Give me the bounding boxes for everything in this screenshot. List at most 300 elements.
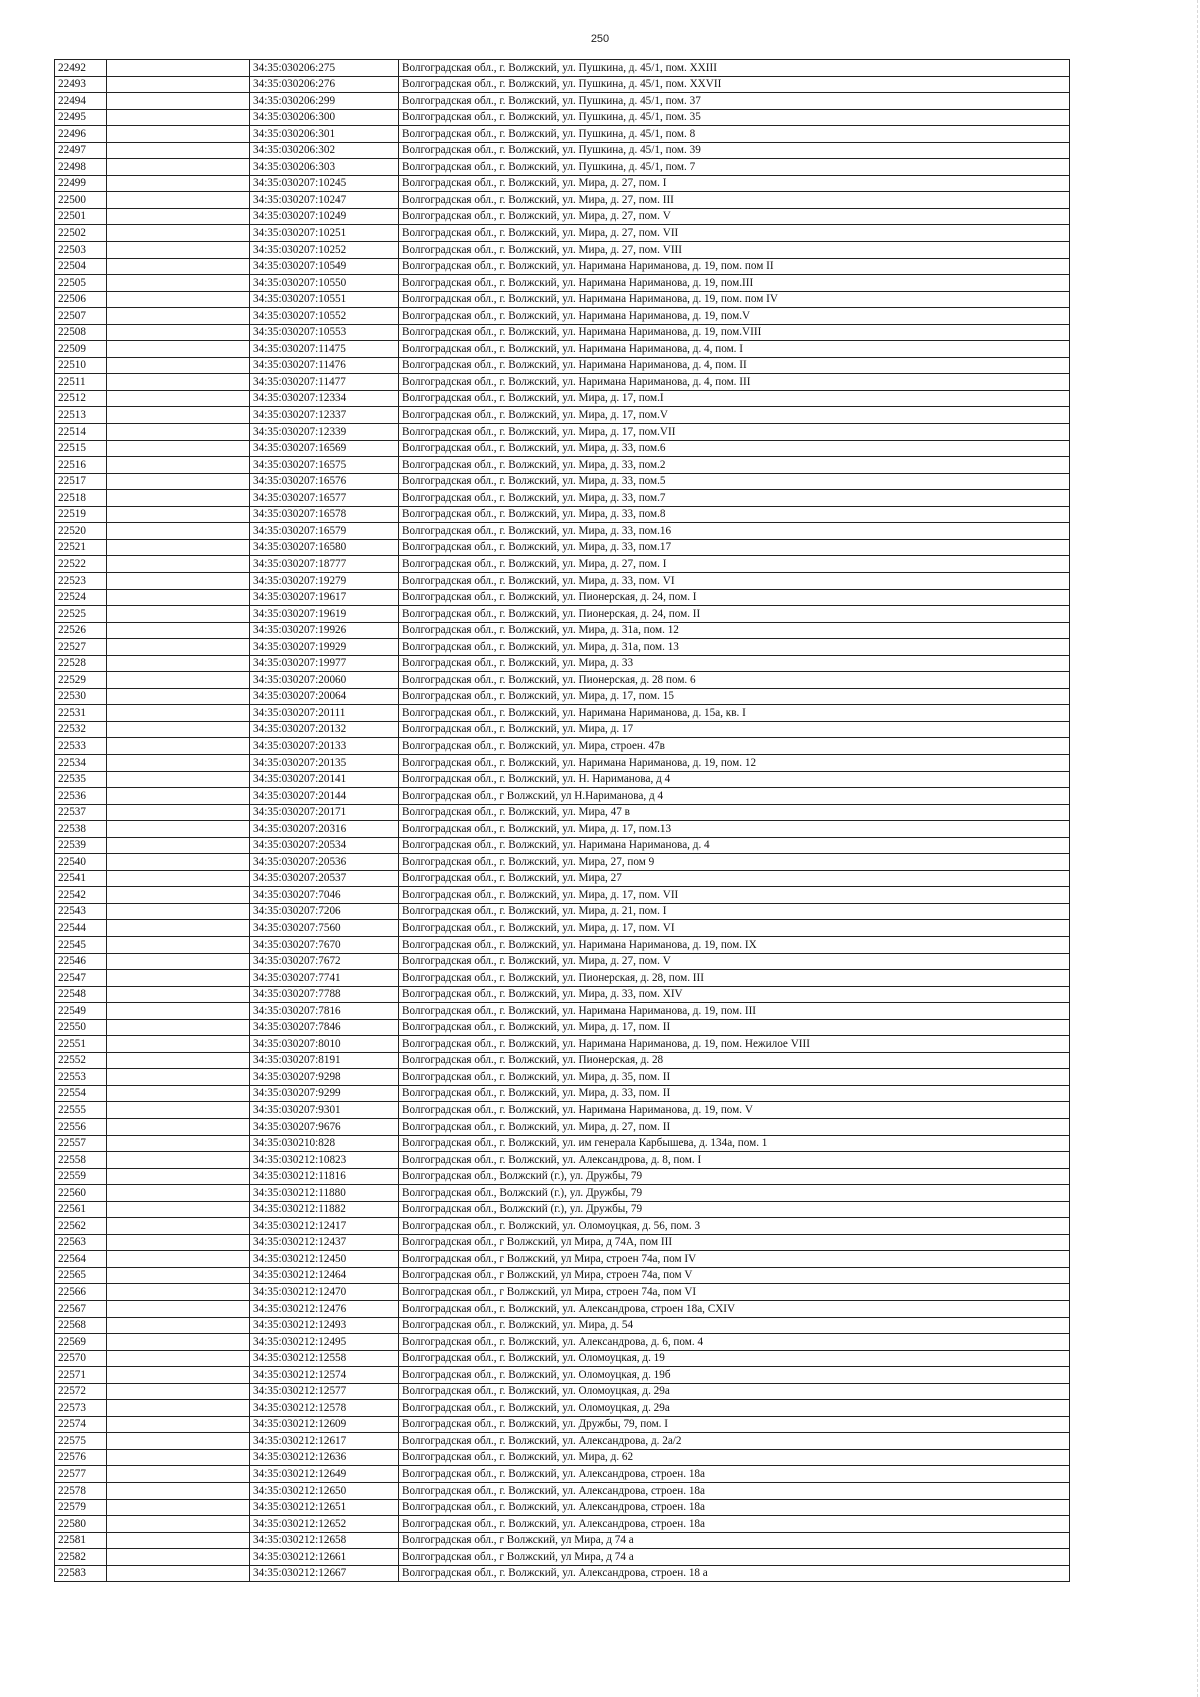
cadastral-number-cell: 34:35:030207:9676 <box>250 1119 399 1136</box>
cadastral-number-cell: 34:35:030207:12337 <box>250 407 399 424</box>
row-number-cell: 22563 <box>55 1234 107 1251</box>
cadastral-number-cell: 34:35:030212:12417 <box>250 1218 399 1235</box>
row-number-cell: 22519 <box>55 506 107 523</box>
table-row <box>55 225 1070 242</box>
row-number-cell: 22502 <box>55 225 107 242</box>
cadastral-number-cell: 34:35:030212:12652 <box>250 1516 399 1533</box>
empty-cell <box>107 1317 250 1334</box>
row-number-cell: 22513 <box>55 407 107 424</box>
cadastral-number-cell: 34:35:030212:12493 <box>250 1317 399 1334</box>
row-number-cell: 22514 <box>55 424 107 441</box>
table-row <box>55 1284 1070 1301</box>
table-row <box>55 738 1070 755</box>
address-cell: Волгоградская обл., г. Волжский, ул. Александрова, строен. 18 а <box>399 1565 1070 1582</box>
address-cell: Волгоградская обл., г. Волжский, ул. Мира, д. 33, пом. VI <box>399 572 1070 589</box>
empty-cell <box>107 291 250 308</box>
row-number-cell: 22518 <box>55 490 107 507</box>
address-cell: Волгоградская обл., г. Волжский, ул. Александрова, д. 2а/2 <box>399 1433 1070 1450</box>
empty-cell <box>107 589 250 606</box>
row-number-cell: 22496 <box>55 126 107 143</box>
row-number-cell: 22508 <box>55 324 107 341</box>
empty-cell <box>107 1267 250 1284</box>
address-cell: Волгоградская обл., г. Волжский, ул. Александрова, строен. 18а <box>399 1499 1070 1516</box>
row-number-cell: 22583 <box>55 1565 107 1582</box>
empty-cell <box>107 225 250 242</box>
empty-cell <box>107 854 250 871</box>
empty-cell <box>107 688 250 705</box>
empty-cell <box>107 1350 250 1367</box>
cadastral-number-cell: 34:35:030212:12636 <box>250 1449 399 1466</box>
empty-cell <box>107 159 250 176</box>
table-row <box>55 887 1070 904</box>
empty-cell <box>107 1416 250 1433</box>
empty-cell <box>107 523 250 540</box>
address-cell: Волгоградская обл., г Волжский, ул Н.Нариманова, д 4 <box>399 788 1070 805</box>
row-number-cell: 22511 <box>55 374 107 391</box>
cadastral-number-cell: 34:35:030207:7206 <box>250 903 399 920</box>
empty-cell <box>107 639 250 656</box>
cadastral-number-cell: 34:35:030207:16577 <box>250 490 399 507</box>
table-row <box>55 1400 1070 1417</box>
row-number-cell: 22562 <box>55 1218 107 1235</box>
row-number-cell: 22538 <box>55 821 107 838</box>
table-row <box>55 357 1070 374</box>
address-cell: Волгоградская обл., г. Волжский, ул. Мира, д. 31а, пом. 13 <box>399 639 1070 656</box>
table-row <box>55 1036 1070 1053</box>
address-cell: Волгоградская обл., г. Волжский, ул. Пионерская, д. 24, пом. I <box>399 589 1070 606</box>
address-cell: Волгоградская обл., г. Волжский, ул. Мира, д. 27, пом. V <box>399 208 1070 225</box>
row-number-cell: 22493 <box>55 76 107 93</box>
table-row <box>55 1201 1070 1218</box>
table-row <box>55 936 1070 953</box>
table-row <box>55 60 1070 77</box>
row-number-cell: 22576 <box>55 1449 107 1466</box>
address-cell: Волгоградская обл., г. Волжский, ул. Пушкина, д. 45/1, пом. 37 <box>399 93 1070 110</box>
table-row <box>55 1069 1070 1086</box>
address-cell: Волгоградская обл., г. Волжский, ул. Пушкина, д. 45/1, пом. XXVII <box>399 76 1070 93</box>
row-number-cell: 22501 <box>55 208 107 225</box>
address-cell: Волгоградская обл., г. Волжский, ул. Мира, д. 27, пом. II <box>399 1119 1070 1136</box>
address-cell: Волгоградская обл., г. Волжский, ул. Александрова, строен 18а, CXIV <box>399 1301 1070 1318</box>
row-number-cell: 22507 <box>55 308 107 325</box>
cadastral-number-cell: 34:35:030207:7741 <box>250 970 399 987</box>
table-row <box>55 242 1070 259</box>
cadastral-number-cell: 34:35:030210:828 <box>250 1135 399 1152</box>
empty-cell <box>107 1119 250 1136</box>
row-number-cell: 22509 <box>55 341 107 358</box>
cadastral-number-cell: 34:35:030207:11476 <box>250 357 399 374</box>
address-cell: Волгоградская обл., г Волжский, ул Мира, д 74 а <box>399 1532 1070 1549</box>
row-number-cell: 22535 <box>55 771 107 788</box>
row-number-cell: 22551 <box>55 1036 107 1053</box>
table-row <box>55 821 1070 838</box>
cadastral-number-cell: 34:35:030212:11880 <box>250 1185 399 1202</box>
row-number-cell: 22566 <box>55 1284 107 1301</box>
cadastral-number-cell: 34:35:030207:10552 <box>250 308 399 325</box>
empty-cell <box>107 1433 250 1450</box>
row-number-cell: 22579 <box>55 1499 107 1516</box>
empty-cell <box>107 622 250 639</box>
address-cell: Волгоградская обл., г. Волжский, ул. Наримана Нариманова, д. 19, пом. V <box>399 1102 1070 1119</box>
table-row <box>55 1433 1070 1450</box>
table-row <box>55 854 1070 871</box>
table-row <box>55 1234 1070 1251</box>
empty-cell <box>107 837 250 854</box>
cadastral-number-cell: 34:35:030207:9299 <box>250 1085 399 1102</box>
row-number-cell: 22581 <box>55 1532 107 1549</box>
cadastral-number-cell: 34:35:030207:16569 <box>250 440 399 457</box>
scan-edge-line <box>1196 0 1198 1697</box>
empty-cell <box>107 970 250 987</box>
row-number-cell: 22574 <box>55 1416 107 1433</box>
address-cell: Волгоградская обл., г. Волжский, ул. Оломоуцкая, д. 19 <box>399 1350 1070 1367</box>
cadastral-number-cell: 34:35:030207:19619 <box>250 606 399 623</box>
empty-cell <box>107 539 250 556</box>
row-number-cell: 22552 <box>55 1052 107 1069</box>
empty-cell <box>107 655 250 672</box>
table-row <box>55 308 1070 325</box>
table-row <box>55 804 1070 821</box>
empty-cell <box>107 374 250 391</box>
address-cell: Волгоградская обл., г. Волжский, ул. Пионерская, д. 28 <box>399 1052 1070 1069</box>
cadastral-number-cell: 34:35:030207:12334 <box>250 390 399 407</box>
empty-cell <box>107 126 250 143</box>
cadastral-number-cell: 34:35:030207:10549 <box>250 258 399 275</box>
row-number-cell: 22527 <box>55 639 107 656</box>
row-number-cell: 22512 <box>55 390 107 407</box>
empty-cell <box>107 341 250 358</box>
empty-cell <box>107 1052 250 1069</box>
cadastral-number-cell: 34:35:030207:8191 <box>250 1052 399 1069</box>
empty-cell <box>107 76 250 93</box>
cadastral-number-cell: 34:35:030212:10823 <box>250 1152 399 1169</box>
empty-cell <box>107 1499 250 1516</box>
address-cell: Волгоградская обл., г. Волжский, ул. Александрова, строен. 18а <box>399 1466 1070 1483</box>
cadastral-number-cell: 34:35:030207:20141 <box>250 771 399 788</box>
table-row <box>55 126 1070 143</box>
empty-cell <box>107 424 250 441</box>
table-row <box>55 1251 1070 1268</box>
row-number-cell: 22540 <box>55 854 107 871</box>
empty-cell <box>107 1466 250 1483</box>
address-cell: Волгоградская обл., г. Волжский, ул. Мира, д. 33, пом.16 <box>399 523 1070 540</box>
empty-cell <box>107 357 250 374</box>
table-row <box>55 639 1070 656</box>
address-cell: Волгоградская обл., г. Волжский, ул. Наримана Нариманова, д. 19, пом.VIII <box>399 324 1070 341</box>
empty-cell <box>107 192 250 209</box>
table-row <box>55 1565 1070 1582</box>
address-cell: Волгоградская обл., Волжский (г.), ул. Дружбы, 79 <box>399 1201 1070 1218</box>
address-cell: Волгоградская обл., г. Волжский, ул. Наримана Нариманова, д. 19, пом.V <box>399 308 1070 325</box>
row-number-cell: 22572 <box>55 1383 107 1400</box>
cadastral-number-cell: 34:35:030212:12658 <box>250 1532 399 1549</box>
empty-cell <box>107 1003 250 1020</box>
table-row <box>55 903 1070 920</box>
cadastral-number-cell: 34:35:030207:20316 <box>250 821 399 838</box>
address-cell: Волгоградская обл., г. Волжский, ул. Мира, д. 27, пом. III <box>399 192 1070 209</box>
cadastral-number-cell: 34:35:030207:11477 <box>250 374 399 391</box>
address-cell: Волгоградская обл., г. Волжский, ул. Мира, д. 27, пом. VII <box>399 225 1070 242</box>
address-cell: Волгоградская обл., г. Волжский, ул. Наримана Нариманова, д. 19, пом. пом IV <box>399 291 1070 308</box>
empty-cell <box>107 1152 250 1169</box>
address-cell: Волгоградская обл., г. Волжский, ул. Мира, д. 62 <box>399 1449 1070 1466</box>
address-cell: Волгоградская обл., г. Волжский, ул. Н. Нариманова, д 4 <box>399 771 1070 788</box>
address-cell: Волгоградская обл., г. Волжский, ул. Пионерская, д. 28, пом. III <box>399 970 1070 987</box>
table-row <box>55 589 1070 606</box>
empty-cell <box>107 1234 250 1251</box>
empty-cell <box>107 1532 250 1549</box>
cadastral-number-cell: 34:35:030207:20132 <box>250 721 399 738</box>
address-cell: Волгоградская обл., г. Волжский, ул. Мира, д. 27, пом. V <box>399 953 1070 970</box>
row-number-cell: 22544 <box>55 920 107 937</box>
empty-cell <box>107 920 250 937</box>
cadastral-number-cell: 34:35:030212:12617 <box>250 1433 399 1450</box>
table-row <box>55 175 1070 192</box>
table-row <box>55 275 1070 292</box>
row-number-cell: 22559 <box>55 1168 107 1185</box>
cadastral-number-cell: 34:35:030206:303 <box>250 159 399 176</box>
cadastral-number-cell: 34:35:030207:19977 <box>250 655 399 672</box>
cadastral-number-cell: 34:35:030207:16576 <box>250 473 399 490</box>
table-row <box>55 970 1070 987</box>
table-row <box>55 1499 1070 1516</box>
row-number-cell: 22567 <box>55 1301 107 1318</box>
cadastral-number-cell: 34:35:030207:16579 <box>250 523 399 540</box>
table-row <box>55 986 1070 1003</box>
cadastral-number-cell: 34:35:030206:301 <box>250 126 399 143</box>
table-row <box>55 291 1070 308</box>
address-cell: Волгоградская обл., г. Волжский, ул. Мира, д. 33, пом.7 <box>399 490 1070 507</box>
row-number-cell: 22571 <box>55 1367 107 1384</box>
address-cell: Волгоградская обл., г. Волжский, ул. Мира, 47 в <box>399 804 1070 821</box>
cadastral-number-cell: 34:35:030207:7672 <box>250 953 399 970</box>
table-row <box>55 192 1070 209</box>
table-row <box>55 1383 1070 1400</box>
row-number-cell: 22575 <box>55 1433 107 1450</box>
empty-cell <box>107 903 250 920</box>
address-cell: Волгоградская обл., г. Волжский, ул. Пушкина, д. 45/1, пом. 7 <box>399 159 1070 176</box>
empty-cell <box>107 93 250 110</box>
row-number-cell: 22582 <box>55 1549 107 1566</box>
empty-cell <box>107 1069 250 1086</box>
address-cell: Волгоградская обл., Волжский (г.), ул. Дружбы, 79 <box>399 1168 1070 1185</box>
empty-cell <box>107 407 250 424</box>
empty-cell <box>107 556 250 573</box>
table-row <box>55 672 1070 689</box>
empty-cell <box>107 242 250 259</box>
address-cell: Волгоградская обл., г. Волжский, ул. Пушкина, д. 45/1, пом. XXIII <box>399 60 1070 77</box>
row-number-cell: 22570 <box>55 1350 107 1367</box>
empty-cell <box>107 175 250 192</box>
empty-cell <box>107 754 250 771</box>
address-cell: Волгоградская обл., г. Волжский, ул. Мира, 27 <box>399 870 1070 887</box>
table-row <box>55 1218 1070 1235</box>
cadastral-number-cell: 34:35:030207:20133 <box>250 738 399 755</box>
empty-cell <box>107 1483 250 1500</box>
empty-cell <box>107 738 250 755</box>
address-cell: Волгоградская обл., г. Волжский, ул. Мира, д. 17 <box>399 721 1070 738</box>
table-row <box>55 1317 1070 1334</box>
cadastral-number-cell: 34:35:030207:16580 <box>250 539 399 556</box>
empty-cell <box>107 60 250 77</box>
address-cell: Волгоградская обл., г. Волжский, ул. Мира, д. 33, пом.2 <box>399 457 1070 474</box>
address-cell: Волгоградская обл., г. Волжский, ул. им генерала Карбышева, д. 134а, пом. 1 <box>399 1135 1070 1152</box>
table-row <box>55 506 1070 523</box>
cadastral-number-cell: 34:35:030207:20534 <box>250 837 399 854</box>
row-number-cell: 22553 <box>55 1069 107 1086</box>
empty-cell <box>107 705 250 722</box>
address-cell: Волгоградская обл., г. Волжский, ул. Дружбы, 79, пом. I <box>399 1416 1070 1433</box>
empty-cell <box>107 258 250 275</box>
address-cell: Волгоградская обл., г. Волжский, ул. Александрова, д. 6, пом. 4 <box>399 1334 1070 1351</box>
address-cell: Волгоградская обл., г. Волжский, ул. Мира, д. 17, пом. II <box>399 1019 1070 1036</box>
table-row <box>55 109 1070 126</box>
row-number-cell: 22543 <box>55 903 107 920</box>
address-cell: Волгоградская обл., г. Волжский, ул. Мира, д. 33, пом.6 <box>399 440 1070 457</box>
table-row <box>55 953 1070 970</box>
address-cell: Волгоградская обл., г. Волжский, ул. Мира, д. 35, пом. II <box>399 1069 1070 1086</box>
table-row <box>55 208 1070 225</box>
table-row <box>55 142 1070 159</box>
empty-cell <box>107 1201 250 1218</box>
row-number-cell: 22558 <box>55 1152 107 1169</box>
cadastral-number-cell: 34:35:030207:10551 <box>250 291 399 308</box>
cadastral-number-cell: 34:35:030212:12651 <box>250 1499 399 1516</box>
address-cell: Волгоградская обл., г. Волжский, ул. Наримана Нариманова, д. 19, пом. 12 <box>399 754 1070 771</box>
address-cell: Волгоградская обл., г. Волжский, ул. Пионерская, д. 28 пом. 6 <box>399 672 1070 689</box>
row-number-cell: 22516 <box>55 457 107 474</box>
empty-cell <box>107 1549 250 1566</box>
page-number: 250 <box>590 33 610 45</box>
cadastral-number-cell: 34:35:030212:12667 <box>250 1565 399 1582</box>
address-cell: Волгоградская обл., г. Волжский, ул. Пушкина, д. 45/1, пом. 39 <box>399 142 1070 159</box>
empty-cell <box>107 821 250 838</box>
address-cell: Волгоградская обл., г. Волжский, ул. Мира, 27, пом 9 <box>399 854 1070 871</box>
row-number-cell: 22520 <box>55 523 107 540</box>
empty-cell <box>107 1168 250 1185</box>
table-row <box>55 1367 1070 1384</box>
row-number-cell: 22528 <box>55 655 107 672</box>
table-row <box>55 1168 1070 1185</box>
empty-cell <box>107 506 250 523</box>
row-number-cell: 22550 <box>55 1019 107 1036</box>
cadastral-number-cell: 34:35:030207:10245 <box>250 175 399 192</box>
address-cell: Волгоградская обл., г. Волжский, ул. Пушкина, д. 45/1, пом. 8 <box>399 126 1070 143</box>
address-cell: Волгоградская обл., г. Волжский, ул. Пушкина, д. 45/1, пом. 35 <box>399 109 1070 126</box>
row-number-cell: 22537 <box>55 804 107 821</box>
address-cell: Волгоградская обл., г. Волжский, ул. Пионерская, д. 24, пом. II <box>399 606 1070 623</box>
empty-cell <box>107 1102 250 1119</box>
empty-cell <box>107 953 250 970</box>
table-row <box>55 523 1070 540</box>
address-cell: Волгоградская обл., г. Волжский, ул. Оломоуцкая, д. 56, пом. 3 <box>399 1218 1070 1235</box>
cadastral-number-cell: 34:35:030207:7046 <box>250 887 399 904</box>
table-row <box>55 655 1070 672</box>
table-row <box>55 870 1070 887</box>
cadastral-number-cell: 34:35:030207:7846 <box>250 1019 399 1036</box>
row-number-cell: 22557 <box>55 1135 107 1152</box>
table-row <box>55 1549 1070 1566</box>
cadastral-number-cell: 34:35:030206:302 <box>250 142 399 159</box>
address-cell: Волгоградская обл., г. Волжский, ул. Александрова, д. 8, пом. I <box>399 1152 1070 1169</box>
table-row <box>55 1019 1070 1036</box>
cadastral-number-cell: 34:35:030207:10247 <box>250 192 399 209</box>
row-number-cell: 22561 <box>55 1201 107 1218</box>
empty-cell <box>107 1400 250 1417</box>
empty-cell <box>107 1383 250 1400</box>
row-number-cell: 22504 <box>55 258 107 275</box>
table-row <box>55 1185 1070 1202</box>
table-row <box>55 920 1070 937</box>
empty-cell <box>107 572 250 589</box>
registry-table <box>54 59 1070 1582</box>
row-number-cell: 22530 <box>55 688 107 705</box>
empty-cell <box>107 672 250 689</box>
table-row <box>55 1135 1070 1152</box>
table-row <box>55 1119 1070 1136</box>
table-row <box>55 93 1070 110</box>
address-cell: Волгоградская обл., Волжский (г.), ул. Дружбы, 79 <box>399 1185 1070 1202</box>
table-row <box>55 457 1070 474</box>
cadastral-number-cell: 34:35:030212:12558 <box>250 1350 399 1367</box>
table-row <box>55 374 1070 391</box>
cadastral-number-cell: 34:35:030206:299 <box>250 93 399 110</box>
address-cell: Волгоградская обл., г. Волжский, ул. Наримана Нариманова, д. 19, пом. пом II <box>399 258 1070 275</box>
empty-cell <box>107 1367 250 1384</box>
cadastral-number-cell: 34:35:030207:9298 <box>250 1069 399 1086</box>
table-row <box>55 473 1070 490</box>
row-number-cell: 22529 <box>55 672 107 689</box>
table-row <box>55 688 1070 705</box>
registry-body <box>55 60 1070 1582</box>
empty-cell <box>107 804 250 821</box>
row-number-cell: 22545 <box>55 936 107 953</box>
row-number-cell: 22503 <box>55 242 107 259</box>
cadastral-number-cell: 34:35:030207:20111 <box>250 705 399 722</box>
address-cell: Волгоградская обл., г. Волжский, ул. Наримана Нариманова, д. 4 <box>399 837 1070 854</box>
empty-cell <box>107 490 250 507</box>
row-number-cell: 22494 <box>55 93 107 110</box>
cadastral-number-cell: 34:35:030207:20537 <box>250 870 399 887</box>
empty-cell <box>107 109 250 126</box>
empty-cell <box>107 1449 250 1466</box>
cadastral-number-cell: 34:35:030207:10249 <box>250 208 399 225</box>
cadastral-number-cell: 34:35:030207:19929 <box>250 639 399 656</box>
address-cell: Волгоградская обл., г. Волжский, ул. Александрова, строен. 18а <box>399 1516 1070 1533</box>
empty-cell <box>107 721 250 738</box>
empty-cell <box>107 390 250 407</box>
address-cell: Волгоградская обл., г. Волжский, ул. Мира, д. 17, пом. VI <box>399 920 1070 937</box>
cadastral-number-cell: 34:35:030207:10252 <box>250 242 399 259</box>
address-cell: Волгоградская обл., г Волжский, ул Мира, д 74А, пом III <box>399 1234 1070 1251</box>
table-row <box>55 1350 1070 1367</box>
cadastral-number-cell: 34:35:030207:20064 <box>250 688 399 705</box>
table-row <box>55 324 1070 341</box>
row-number-cell: 22522 <box>55 556 107 573</box>
row-number-cell: 22524 <box>55 589 107 606</box>
cadastral-number-cell: 34:35:030207:16575 <box>250 457 399 474</box>
address-cell: Волгоградская обл., г. Волжский, ул. Наримана Нариманова, д. 19, пом. Нежилое VIII <box>399 1036 1070 1053</box>
cadastral-number-cell: 34:35:030212:12578 <box>250 1400 399 1417</box>
row-number-cell: 22549 <box>55 1003 107 1020</box>
cadastral-number-cell: 34:35:030207:7670 <box>250 936 399 953</box>
address-cell: Волгоградская обл., г. Волжский, ул. Мира, д. 33 <box>399 655 1070 672</box>
address-cell: Волгоградская обл., г. Волжский, ул. Мира, д. 27, пом. I <box>399 556 1070 573</box>
cadastral-number-cell: 34:35:030207:20144 <box>250 788 399 805</box>
table-row <box>55 1516 1070 1533</box>
empty-cell <box>107 457 250 474</box>
cadastral-number-cell: 34:35:030207:20060 <box>250 672 399 689</box>
